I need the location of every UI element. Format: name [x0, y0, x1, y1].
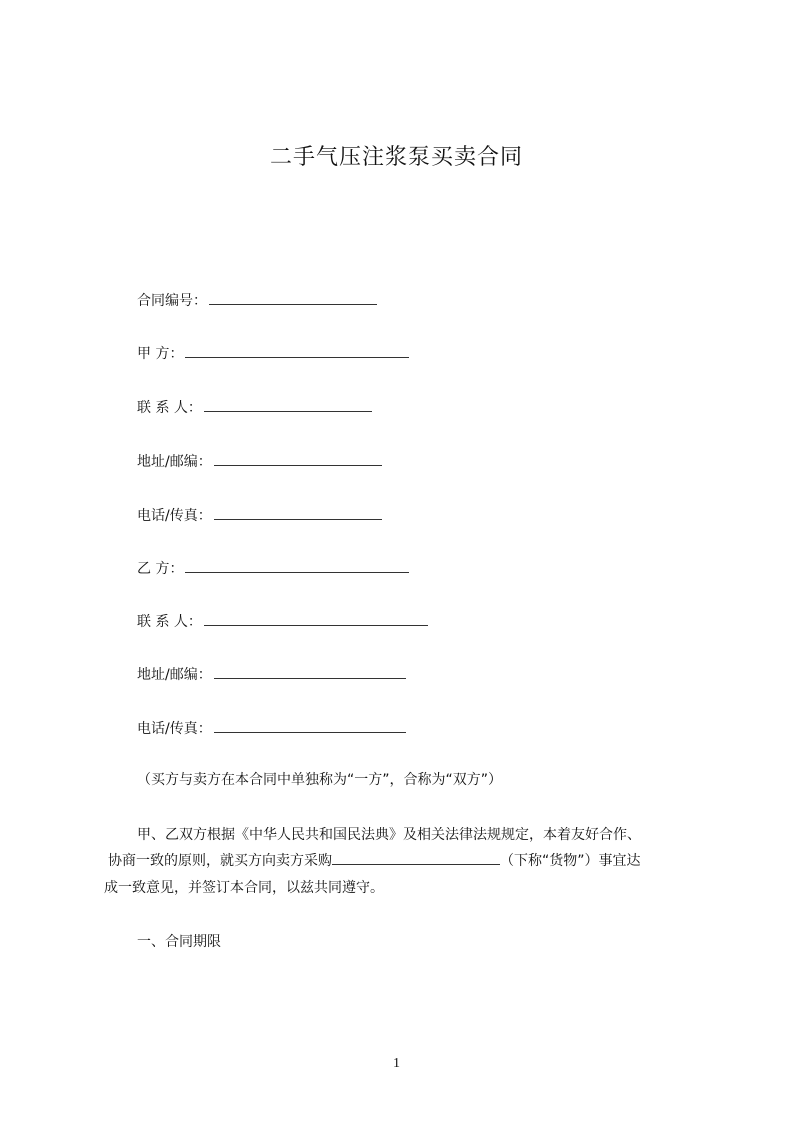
paragraph-line-2-end: （下称“货物”）事宜达: [500, 853, 641, 869]
goods-blank: [332, 852, 500, 865]
party-a-phone-field: [137, 507, 382, 525]
party-b-phone-label: 电话/传真：: [137, 721, 212, 737]
party-a-contact-blank: [204, 399, 372, 412]
party-a-phone-label: 电话/传真：: [137, 508, 212, 524]
document-title: 二手气压注浆泵买卖合同: [269, 145, 523, 170]
parties-note: （买方与卖方在本合同中单独称为“一方”，合称为“双方”）: [137, 772, 503, 788]
party-b-label: 乙 方：: [137, 561, 184, 577]
party-b-contact-label: 联 系 人：: [137, 614, 202, 630]
party-b-contact-blank: [204, 613, 428, 626]
party-b-blank: [185, 560, 409, 573]
paragraph-line-3: 成一致意见，并签订本合同，以兹共同遵守。: [104, 880, 384, 896]
party-a-label: 甲 方：: [137, 346, 184, 362]
party-a-phone-blank: [214, 507, 382, 520]
section-heading: 一、合同期限: [137, 934, 221, 950]
contract-number-field: [137, 292, 377, 310]
page-number: 1: [393, 1056, 400, 1071]
party-a-contact-field: [137, 399, 372, 417]
contract-number-label: 合同编号：: [137, 293, 207, 309]
party-b-phone-field: [137, 720, 406, 738]
paragraph-line-2-start: 协商一致的原则，就买方向卖方采购: [108, 853, 332, 869]
contract-number-blank: [209, 292, 377, 305]
party-a-address-blank: [214, 453, 382, 466]
paragraph-line-1: 甲、乙双方根据《中华人民共和国民法典》及相关法律法规规定，本着友好合作、: [137, 827, 641, 843]
party-a-address-field: [137, 453, 382, 471]
party-b-contact-field: [137, 613, 428, 631]
party-b-address-blank: [214, 666, 406, 679]
party-b-phone-blank: [214, 720, 406, 733]
party-a-contact-label: 联 系 人：: [137, 400, 202, 416]
paragraph-line-2: [108, 852, 641, 870]
party-a-blank: [185, 345, 409, 358]
party-b-address-field: [137, 666, 406, 684]
party-b-field: [137, 560, 409, 578]
party-a-address-label: 地址/邮编：: [137, 454, 212, 470]
party-b-address-label: 地址/邮编：: [137, 667, 212, 683]
party-a-field: [137, 345, 409, 363]
